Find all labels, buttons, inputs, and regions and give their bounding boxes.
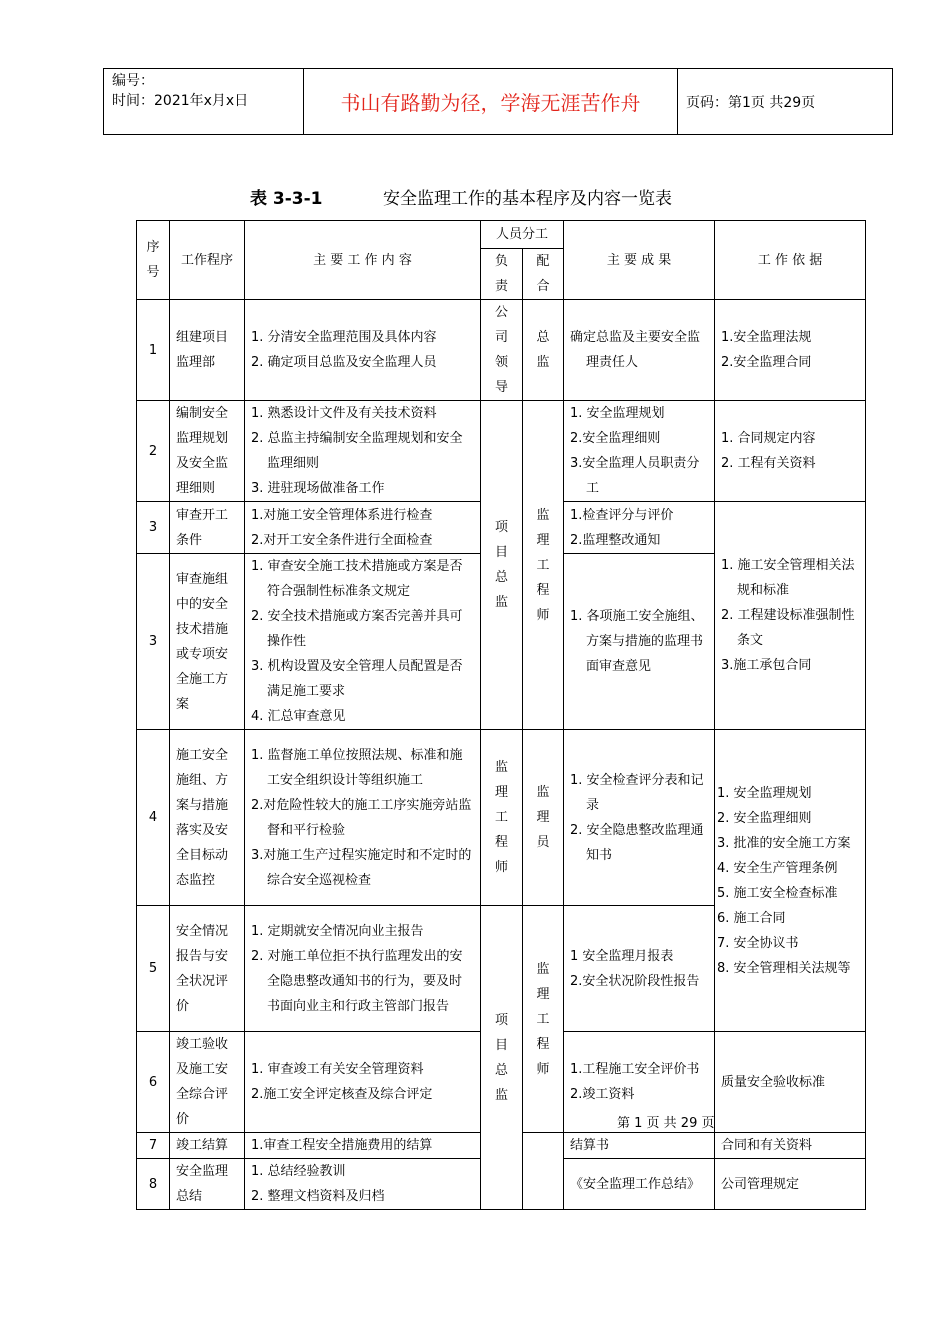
header-basis: 工 作 依 据 <box>715 221 866 300</box>
cooperate-cell: 监理员 <box>523 730 564 906</box>
cell-line: 质量安全验收标准 <box>721 1074 826 1090</box>
cell-line: 1. 安全监理规划 <box>570 406 665 421</box>
cooperate-cell: 总监 <box>523 300 564 401</box>
code-label: 编号： <box>112 73 154 89</box>
results-cell <box>564 1133 715 1159</box>
table-row <box>137 300 866 401</box>
cell-line: 2. 整理文档资料及归档 <box>251 1189 385 1204</box>
table-title <box>250 184 672 209</box>
cell-line: 1. 审查竣工有关安全管理资料 <box>251 1062 424 1077</box>
header-meta <box>104 69 304 134</box>
responsible-cell: 项目总监 <box>481 401 523 730</box>
seq-cell: 6 <box>137 1032 170 1133</box>
table-title-text: 安全监理工作的基本程序及内容一览表 <box>383 189 672 209</box>
table-body <box>137 221 866 1210</box>
content-cell <box>245 401 481 502</box>
content-cell <box>245 300 481 401</box>
cell-line: 2.竣工资料 <box>570 1087 635 1102</box>
basis-cell <box>715 300 866 401</box>
results-cell <box>564 906 715 1032</box>
page-label: 页码：第1页 共29页 <box>686 94 816 111</box>
cell-line: 2.对危险性较大的施工工序实施旁站监督和平行检验 <box>251 797 472 838</box>
cell-line: 2.安全状况阶段性报告 <box>570 973 700 989</box>
seq-cell: 1 <box>137 300 170 401</box>
cell-line: 2. 对施工单位拒不执行监理发出的安全隐患整改通知书的行为，要及时书面向业主和行政主管部门报告 <box>251 948 463 1014</box>
content-cell <box>245 1133 481 1159</box>
procedure-cell: 竣工结算 <box>170 1133 245 1159</box>
seq-cell: 2 <box>137 401 170 502</box>
cell-line: 7. 安全协议书 <box>717 935 799 951</box>
table-number: 表 3-3-1 <box>250 189 323 209</box>
procedure-cell: 编制安全监理规划及安全监理细则 <box>170 401 245 502</box>
procedure-cell: 竣工验收及施工安全综合评价 <box>170 1032 245 1133</box>
motto: 书山有路勤为径，学海无涯苦作舟 <box>304 69 678 134</box>
content-cell <box>245 554 481 730</box>
cell-line: 公司管理规定 <box>721 1176 800 1192</box>
cell-line: 2.安全监理细则 <box>570 431 661 446</box>
table-row <box>137 401 866 502</box>
supervision-table <box>136 220 866 1210</box>
cell-line: 6. 施工合同 <box>717 910 786 926</box>
basis-cell <box>715 502 866 730</box>
cell-line: 3.安全监理人员职责分工 <box>570 456 700 496</box>
cell-line: 1. 定期就安全情况向业主报告 <box>251 923 424 939</box>
cooperate-cell <box>523 1133 564 1210</box>
cell-line: 1.对施工安全管理体系进行检查 <box>251 507 433 523</box>
cell-line: 1. 监督施工单位按照法规、标准和施工安全组织设计等组织施工 <box>251 747 463 788</box>
cell-line: 1. 安全检查评分表和记录 <box>570 772 704 813</box>
basis-cell <box>715 730 866 1032</box>
cell-line: 1.检查评分与评价 <box>570 507 674 523</box>
responsible-cell: 公司领导 <box>481 300 523 401</box>
cell-line: 2. 工程建设标准强制性条文 <box>721 608 855 648</box>
results-cell <box>564 1159 715 1210</box>
responsible-cell: 监理工程师 <box>481 730 523 906</box>
procedure-cell: 审查开工条件 <box>170 502 245 554</box>
cell-line: 4. 汇总审查意见 <box>251 709 346 724</box>
table-row <box>137 730 866 906</box>
header-results: 主 要 成 果 <box>564 221 715 300</box>
seq-cell: 7 <box>137 1133 170 1159</box>
cell-line: 1.工程施工安全评价书 <box>570 1062 700 1077</box>
cell-line: 2. 安全技术措施或方案否完善并具可操作性 <box>251 609 463 649</box>
results-cell <box>564 502 715 554</box>
cooperate-cell: 监理工程师 <box>523 401 564 730</box>
content-cell <box>245 1159 481 1210</box>
cell-line: 3.对施工生产过程实施定时和不定时的综合安全巡视检查 <box>251 847 472 888</box>
cell-line: 确定总监及主要安全监理责任人 <box>570 330 701 370</box>
cell-line: 《安全监理工作总结》 <box>570 1176 701 1192</box>
header-cooperate: 配合 <box>523 249 564 300</box>
basis-cell <box>715 1032 866 1133</box>
basis-cell <box>715 1159 866 1210</box>
content-cell <box>245 1032 481 1133</box>
header-staff: 人员分工 <box>481 221 564 249</box>
procedure-cell: 安全情况报告与安全状况评价 <box>170 906 245 1032</box>
content-cell <box>245 730 481 906</box>
results-cell <box>564 300 715 401</box>
cell-line: 1. 总结经验教训 <box>251 1164 346 1179</box>
cell-line: 2.施工安全评定核查及综合评定 <box>251 1087 433 1102</box>
cell-line: 8. 安全管理相关法规等 <box>717 960 851 976</box>
cell-line: 2.监理整改通知 <box>570 532 661 548</box>
results-cell <box>564 554 715 730</box>
cell-line: 1. 熟悉设计文件及有关技术资料 <box>251 406 437 421</box>
header-procedure: 工作程序 <box>170 221 245 300</box>
header-content: 主 要 工 作 内 容 <box>245 221 481 300</box>
procedure-cell: 施工安全施组、方案与措施落实及安全目标动态监控 <box>170 730 245 906</box>
cell-line: 2. 确定项目总监及安全监理人员 <box>251 355 437 370</box>
results-cell <box>564 401 715 502</box>
cell-line: 1. 各项施工安全施组、方案与措施的监理书面审查意见 <box>570 609 704 674</box>
procedure-cell: 安全监理总结 <box>170 1159 245 1210</box>
cooperate-cell: 监理工程师 <box>523 906 564 1133</box>
cell-line: 3. 机构设置及安全管理人员配置是否满足施工要求 <box>251 659 463 699</box>
cell-line: 2. 安全监理细则 <box>717 810 812 826</box>
cell-line: 结算书 <box>570 1138 610 1153</box>
procedure-cell: 审查施组中的安全技术措施或专项安全施工方案 <box>170 554 245 730</box>
cell-line: 1.安全监理法规 <box>721 330 812 345</box>
header-seq: 序号 <box>137 221 170 300</box>
content-cell <box>245 502 481 554</box>
responsible-cell: 项目总监 <box>481 906 523 1210</box>
results-cell <box>564 730 715 906</box>
cell-line: 2. 总监主持编制安全监理规划和安全监理细则 <box>251 431 463 471</box>
header-responsible: 负责 <box>481 249 523 300</box>
content-cell <box>245 906 481 1032</box>
cell-line: 1. 安全监理规划 <box>717 785 812 801</box>
procedure-cell: 组建项目监理部 <box>170 300 245 401</box>
cell-line: 4. 安全生产管理条例 <box>717 860 838 876</box>
cell-line: 3. 批准的安全施工方案 <box>717 835 851 851</box>
document-header <box>103 68 893 135</box>
cell-line: 2.安全监理合同 <box>721 355 812 370</box>
seq-cell: 3 <box>137 554 170 730</box>
cell-line: 1. 分清安全监理范围及具体内容 <box>251 330 437 345</box>
cell-line: 1.审查工程安全措施费用的结算 <box>251 1138 433 1153</box>
cell-line: 1 安全监理月报表 <box>570 948 674 964</box>
cell-line: 2. 工程有关资料 <box>721 456 816 471</box>
cell-line: 合同和有关资料 <box>721 1138 813 1153</box>
time-label: 时间：2021年x月x日 <box>112 93 249 109</box>
cell-line: 2. 安全隐患整改监理通知书 <box>570 822 704 863</box>
basis-cell <box>715 401 866 502</box>
seq-cell: 5 <box>137 906 170 1032</box>
cell-line: 1. 合同规定内容 <box>721 431 816 446</box>
cell-line: 3.施工承包合同 <box>721 658 812 673</box>
cell-line: 1. 审查安全施工技术措施或方案是否符合强制性标准条文规定 <box>251 559 463 599</box>
basis-cell <box>715 1133 866 1159</box>
cell-line: 2.对开工安全条件进行全面检查 <box>251 532 433 548</box>
cell-line: 1. 施工安全管理相关法规和标准 <box>721 558 855 598</box>
seq-cell: 4 <box>137 730 170 906</box>
cell-line: 3. 进驻现场做准备工作 <box>251 481 385 496</box>
cell-line: 5. 施工安全检查标准 <box>717 885 838 901</box>
seq-cell: 8 <box>137 1159 170 1210</box>
seq-cell: 3 <box>137 502 170 554</box>
